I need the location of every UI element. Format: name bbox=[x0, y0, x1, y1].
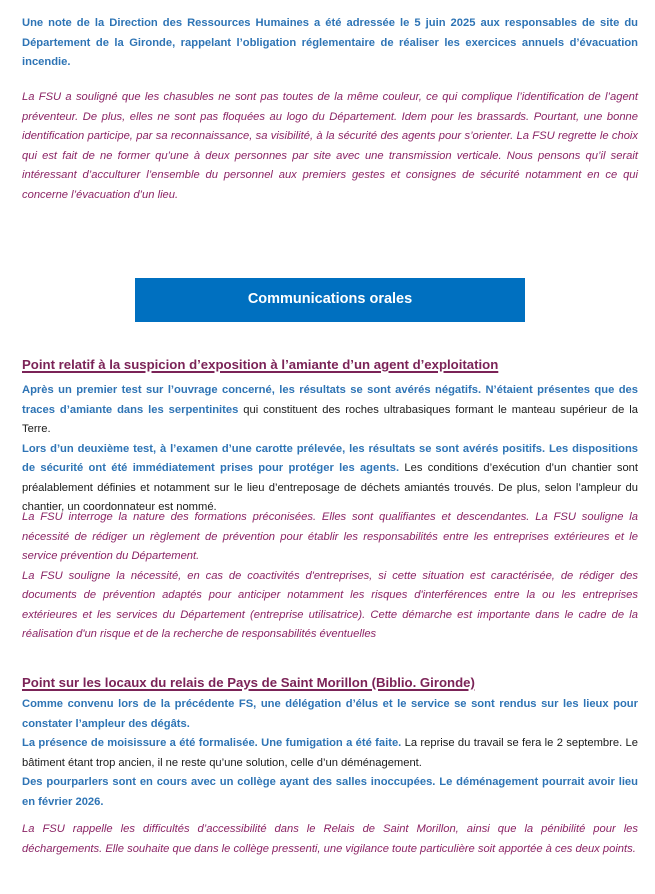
section2-fsu-paragraph: La FSU rappelle les difficultés d’accessibilité dans le Relais de Saint Morillon, ainsi que la pénibilité pour les déchargements. Elle souhaite que dans le collège pressenti, une vigilance toute particulière soit apportée à ces deux points. bbox=[22, 823, 638, 855]
section1-fsu-paragraph-1: La FSU interroge la nature des formations préconisées. Elles sont qualifiantes et descendantes. La FSU souligne la nécessité de rédiger un règlement de prévention pour établir les responsabilités entre les entreprises extérieures et le service prévention du Département. bbox=[22, 511, 638, 562]
section2-paragraph-2 bbox=[22, 734, 638, 773]
intro-fsu-comment: La FSU a souligné que les chasubles ne sont pas toutes de la même couleur, ce qui complique l’identification de l’agent préventeur. De plus, elles ne sont pas floquées au logo du Département. Idem pour les brassards. Pourtant, une bonne identification participe, par sa reconnaissance, sa visibilité, à la sécurité des agents pour s’orienter. La FSU regrette le choix qui est fait de ne former qu’une à deux personnes par site avec une transmission verticale. Nous pensons qu’il serait intéressant d’acculturer l’ensemble du personnel aux premiers gestes et consignes de sécurité notamment en ce qui concerne l’évacuation d’un lieu. bbox=[22, 91, 638, 201]
section1-p1-highlight: Après un premier test sur l’ouvrage concerné, les résultats se sont avérés négatifs. N’étaient présentes que des traces d’amiante dans les serpentinites bbox=[22, 384, 638, 416]
section2-p2-highlight: La présence de moisissure a été formalisée. Une fumigation a été faite. bbox=[22, 737, 402, 749]
section2-paragraph-3: Des pourparlers sont en cours avec un collège ayant des salles inoccupées. Le déménagement pourrait avoir lieu en février 2026. bbox=[22, 776, 638, 808]
section2-p2-text: La reprise du travail se fera le 2 septembre. Le bâtiment étant trop ancien, il ne reste qu’une solution, celle d’un déménagement. bbox=[22, 737, 638, 769]
section1-p2-text: Les conditions d’exécution d’un chantier sont préalablement définies et notamment sur le lieu d’entreposage de déchets amiantés trouvés. De plus, selon l’ampleur du chantier, un coordonnateur est nommé. bbox=[22, 462, 639, 513]
section1-p2-highlight: Lors d’un deuxième test, à l’examen d’une carotte prélevée, les résultats se sont avérés positifs. Les dispositions de sécurité ont été immédiatement prises pour protéger les agents. bbox=[22, 442, 638, 474]
section1-fsu bbox=[22, 508, 638, 645]
section1-heading: Point relatif à la suspicion d’exposition à l’amiante d’un agent d’exploitation bbox=[22, 357, 499, 372]
section1-fsu-paragraph-2: La FSU souligne la nécessité, en cas de coactivités d'entreprises, si cette situation est caractérisée, de rédiger des documents de prévention adaptés pour anticiper notamment les risques d'interférences entre la ou les entreprises extérieures et les services du Département (entreprise utilisatrice). Cette démarche est importante dans le cadre de la réalisation d'un risque et de la recherche de responsabilités éventuelles bbox=[22, 569, 638, 640]
section1-facts bbox=[22, 381, 638, 518]
section1-p1-text: qui constituent des roches ultrabasiques formant le manteau supérieur de la Terre. bbox=[22, 403, 638, 435]
section1-paragraph-1 bbox=[22, 381, 638, 440]
section2-heading: Point sur les locaux du relais de Pays de Saint Morillon (Biblio. Gironde) bbox=[22, 675, 475, 690]
section-banner bbox=[135, 278, 525, 322]
section2-facts bbox=[22, 695, 638, 812]
intro-note: Une note de la Direction des Ressources Humaines a été adressée le 5 juin 2025 aux responsables de site du Département de la Gironde, rappelant l’obligation réglementaire de réaliser les exercices annuels d’évacuation incendie. bbox=[22, 17, 638, 68]
section1-paragraph-2 bbox=[22, 440, 638, 518]
banner-title: Communications orales bbox=[247, 291, 413, 308]
section2-paragraph-1: Comme convenu lors de la précédente FS, une délégation d’élus et le service se sont rendus sur les lieux pour constater l’ampleur des dégâts. bbox=[22, 698, 638, 730]
